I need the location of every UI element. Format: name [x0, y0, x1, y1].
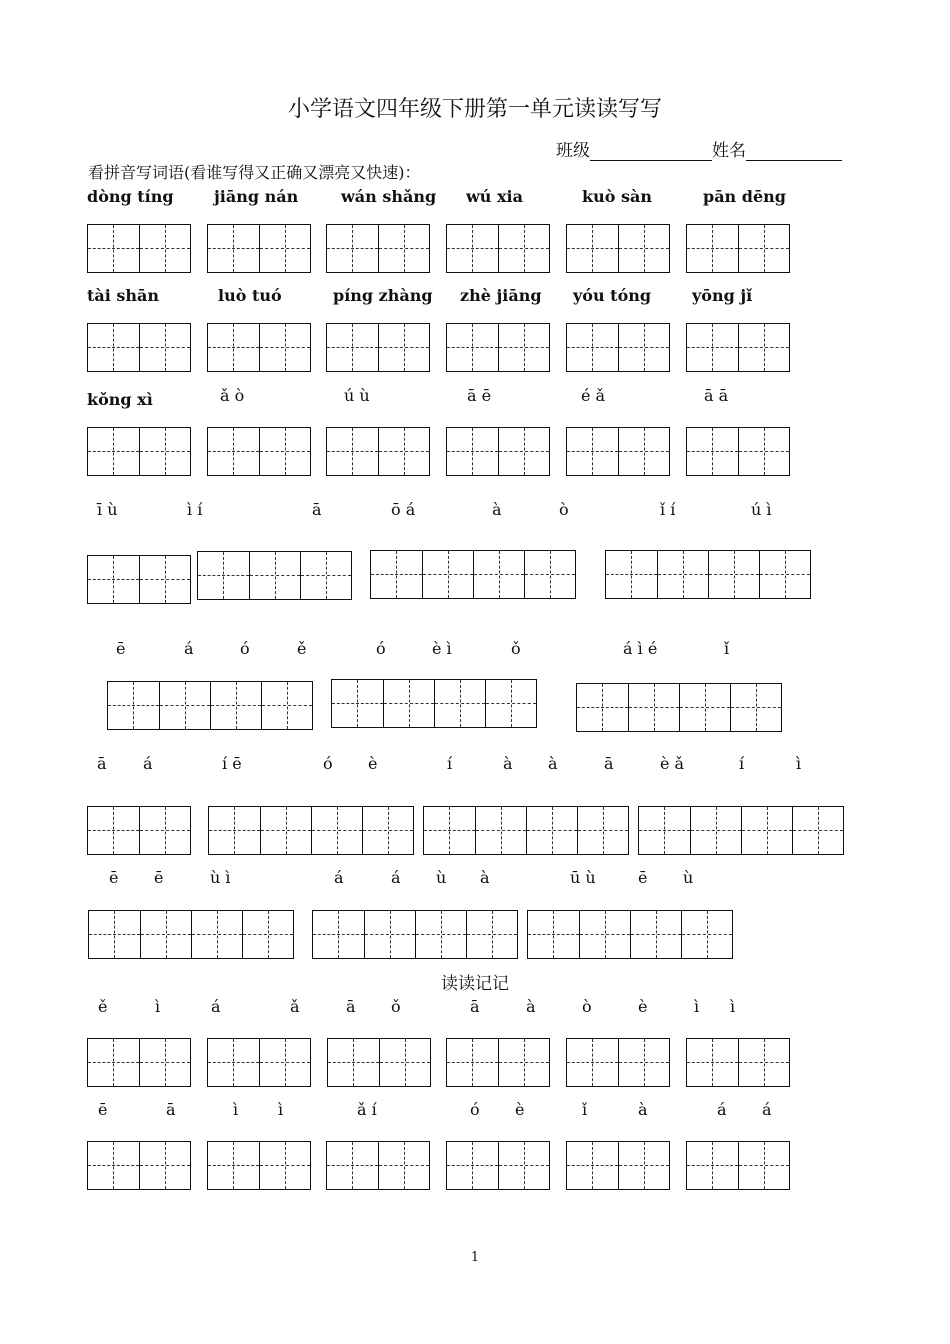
writing-cell[interactable] — [139, 324, 190, 371]
writing-cell[interactable] — [466, 911, 517, 958]
writing-cell[interactable] — [208, 1142, 259, 1189]
pinyin-label: ì — [233, 1100, 239, 1119]
writing-box[interactable] — [686, 1038, 790, 1087]
writing-cell[interactable] — [447, 1142, 498, 1189]
writing-box[interactable] — [87, 427, 191, 476]
writing-box[interactable] — [446, 1038, 550, 1087]
pinyin-label: ē — [98, 1100, 108, 1119]
pinyin-label: zhè jiāng — [460, 286, 542, 305]
writing-cell[interactable] — [139, 428, 190, 475]
writing-cell[interactable] — [498, 428, 549, 475]
writing-cell[interactable] — [311, 807, 362, 854]
writing-cell[interactable] — [738, 428, 789, 475]
writing-box[interactable] — [312, 910, 518, 959]
pinyin-label: í — [447, 754, 453, 773]
writing-cell[interactable] — [526, 807, 577, 854]
pinyin-label: ó — [240, 639, 250, 658]
writing-box[interactable] — [566, 323, 670, 372]
writing-cell[interactable] — [139, 556, 190, 603]
writing-cell[interactable] — [259, 225, 310, 272]
writing-cell[interactable] — [628, 684, 679, 731]
writing-box[interactable] — [370, 550, 576, 599]
pinyin-label: ā — [312, 500, 322, 519]
writing-box[interactable] — [326, 427, 430, 476]
writing-cell[interactable] — [159, 682, 210, 729]
pinyin-label: è ǎ — [660, 754, 685, 773]
writing-cell[interactable] — [679, 684, 730, 731]
writing-cell[interactable] — [687, 324, 738, 371]
writing-cell[interactable] — [424, 807, 475, 854]
pinyin-label: è — [515, 1100, 525, 1119]
writing-box[interactable] — [446, 224, 550, 273]
writing-box[interactable] — [686, 323, 790, 372]
writing-cell[interactable] — [759, 551, 810, 598]
writing-box[interactable] — [207, 427, 311, 476]
pinyin-label: è — [638, 997, 648, 1016]
writing-box[interactable] — [87, 555, 191, 604]
writing-cell[interactable] — [261, 682, 312, 729]
writing-cell[interactable] — [300, 552, 351, 599]
writing-cell[interactable] — [630, 911, 681, 958]
writing-cell[interactable] — [191, 911, 242, 958]
writing-cell[interactable] — [730, 684, 781, 731]
writing-cell[interactable] — [618, 1039, 669, 1086]
writing-cell[interactable] — [259, 1039, 310, 1086]
pinyin-label: à — [492, 500, 502, 519]
writing-cell[interactable] — [434, 680, 485, 727]
writing-cell[interactable] — [378, 324, 429, 371]
writing-cell[interactable] — [738, 1039, 789, 1086]
pinyin-label: yōng jǐ — [692, 286, 753, 305]
writing-cell[interactable] — [524, 551, 575, 598]
writing-box[interactable] — [88, 910, 294, 959]
writing-box[interactable] — [686, 1141, 790, 1190]
writing-cell[interactable] — [242, 911, 293, 958]
pinyin-label: ā — [470, 997, 480, 1016]
writing-box[interactable] — [566, 1038, 670, 1087]
pinyin-label: ì — [796, 754, 802, 773]
writing-cell[interactable] — [498, 1142, 549, 1189]
pinyin-label: ǐ — [582, 1100, 588, 1119]
name-blank — [746, 140, 842, 161]
pinyin-label: pān dēng — [703, 187, 786, 206]
pinyin-label: kuò sàn — [582, 187, 652, 206]
pinyin-label: ǐ í — [660, 500, 676, 519]
writing-box[interactable] — [576, 683, 782, 732]
writing-cell[interactable] — [328, 1039, 379, 1086]
pinyin-label: ā — [97, 754, 107, 773]
pinyin-label: ǐ — [724, 639, 730, 658]
writing-cell[interactable] — [681, 911, 732, 958]
pinyin-label: ì — [278, 1100, 284, 1119]
writing-box[interactable] — [326, 1141, 430, 1190]
writing-cell[interactable] — [738, 324, 789, 371]
writing-cell[interactable] — [379, 1039, 430, 1086]
pinyin-label: à — [480, 868, 490, 887]
writing-cell[interactable] — [498, 324, 549, 371]
writing-cell[interactable] — [327, 324, 378, 371]
pinyin-label: ú ù — [344, 386, 370, 405]
pinyin-label: wú xia — [466, 187, 523, 206]
pinyin-label: á — [762, 1100, 772, 1119]
writing-cell[interactable] — [741, 807, 792, 854]
writing-cell[interactable] — [498, 1039, 549, 1086]
pinyin-label: ū ù — [570, 868, 596, 887]
pinyin-label: í ē — [222, 754, 242, 773]
pinyin-label: ù ì — [210, 868, 231, 887]
writing-box[interactable] — [207, 224, 311, 273]
writing-cell[interactable] — [88, 428, 139, 475]
pinyin-label: ā ē — [467, 386, 492, 405]
writing-box[interactable] — [87, 224, 191, 273]
pinyin-label: ò — [582, 997, 592, 1016]
pinyin-label: ě — [297, 639, 307, 658]
writing-cell[interactable] — [447, 225, 498, 272]
writing-cell[interactable] — [708, 551, 759, 598]
pinyin-label: á — [334, 868, 344, 887]
writing-cell[interactable] — [579, 911, 630, 958]
writing-cell[interactable] — [567, 225, 618, 272]
pinyin-label: yóu tóng — [573, 286, 652, 305]
pinyin-label: á ì é — [623, 639, 658, 658]
pinyin-label: ā ā — [704, 386, 729, 405]
section-title: 读读记记 — [441, 974, 509, 994]
writing-box[interactable] — [207, 1038, 311, 1087]
page-number: 1 — [470, 1250, 480, 1265]
writing-cell[interactable] — [378, 1142, 429, 1189]
class-name-line — [556, 136, 842, 161]
writing-cell[interactable] — [139, 225, 190, 272]
pinyin-label: à — [548, 754, 558, 773]
writing-cell[interactable] — [208, 225, 259, 272]
pinyin-label: í — [739, 754, 745, 773]
writing-cell[interactable] — [498, 225, 549, 272]
pinyin-label: ò — [559, 500, 569, 519]
pinyin-label: ù — [436, 868, 447, 887]
writing-cell[interactable] — [690, 807, 741, 854]
writing-cell[interactable] — [378, 225, 429, 272]
pinyin-label: ā — [346, 997, 356, 1016]
writing-cell[interactable] — [362, 807, 413, 854]
writing-cell[interactable] — [208, 428, 259, 475]
pinyin-label: ó — [376, 639, 386, 658]
writing-cell[interactable] — [378, 428, 429, 475]
writing-cell[interactable] — [687, 1039, 738, 1086]
writing-cell[interactable] — [383, 680, 434, 727]
writing-cell[interactable] — [198, 552, 249, 599]
writing-cell[interactable] — [210, 682, 261, 729]
pinyin-label: ó — [470, 1100, 480, 1119]
writing-box[interactable] — [446, 427, 550, 476]
writing-box[interactable] — [566, 224, 670, 273]
writing-cell[interactable] — [657, 551, 708, 598]
writing-cell[interactable] — [567, 1142, 618, 1189]
pinyin-label: á — [391, 868, 401, 887]
page-title: 小学语文四年级下册第一单元读读写写 — [287, 97, 662, 122]
writing-cell[interactable] — [88, 1142, 139, 1189]
writing-cell[interactable] — [447, 324, 498, 371]
pinyin-label: à — [526, 997, 536, 1016]
pinyin-label: ù — [683, 868, 694, 887]
pinyin-label: ě — [98, 997, 108, 1016]
pinyin-label: dòng tíng — [87, 187, 174, 206]
writing-cell[interactable] — [485, 680, 536, 727]
writing-cell[interactable] — [140, 911, 191, 958]
pinyin-label: ó — [323, 754, 333, 773]
writing-cell[interactable] — [88, 807, 139, 854]
writing-box[interactable] — [107, 681, 313, 730]
writing-cell[interactable] — [364, 911, 415, 958]
pinyin-label: ǎ — [290, 997, 300, 1016]
pinyin-label: á — [184, 639, 194, 658]
writing-cell[interactable] — [108, 682, 159, 729]
pinyin-label: ǎ ò — [220, 386, 245, 405]
writing-cell[interactable] — [528, 911, 579, 958]
pinyin-label: ú ì — [751, 500, 772, 519]
pinyin-label: ì — [155, 997, 161, 1016]
pinyin-label: ē — [638, 868, 648, 887]
writing-cell[interactable] — [415, 911, 466, 958]
pinyin-label: ē — [116, 639, 126, 658]
writing-cell[interactable] — [792, 807, 843, 854]
pinyin-label: ǎ í — [357, 1100, 377, 1119]
writing-box[interactable] — [638, 806, 844, 855]
writing-cell[interactable] — [567, 324, 618, 371]
writing-box[interactable] — [686, 427, 790, 476]
pinyin-label: à — [638, 1100, 648, 1119]
writing-cell[interactable] — [88, 556, 139, 603]
pinyin-label: à — [503, 754, 513, 773]
writing-cell[interactable] — [447, 1039, 498, 1086]
pinyin-label: ō á — [391, 500, 416, 519]
writing-box[interactable] — [87, 806, 191, 855]
writing-box[interactable] — [326, 224, 430, 273]
writing-cell[interactable] — [89, 911, 140, 958]
pinyin-label: ā — [166, 1100, 176, 1119]
writing-cell[interactable] — [738, 225, 789, 272]
pinyin-label: luò tuó — [218, 286, 282, 305]
pinyin-label: tài shān — [87, 286, 160, 305]
writing-cell[interactable] — [618, 225, 669, 272]
pinyin-label: píng zhàng — [333, 286, 433, 305]
writing-cell[interactable] — [738, 1142, 789, 1189]
writing-cell[interactable] — [88, 1039, 139, 1086]
pinyin-label: ē — [154, 868, 164, 887]
writing-cell[interactable] — [208, 1039, 259, 1086]
writing-cell[interactable] — [259, 324, 310, 371]
writing-cell[interactable] — [259, 1142, 310, 1189]
writing-box[interactable] — [527, 910, 733, 959]
writing-cell[interactable] — [618, 1142, 669, 1189]
writing-box[interactable] — [208, 806, 414, 855]
writing-cell[interactable] — [475, 807, 526, 854]
writing-cell[interactable] — [327, 428, 378, 475]
writing-box[interactable] — [331, 679, 537, 728]
writing-cell[interactable] — [209, 807, 260, 854]
writing-cell[interactable] — [259, 428, 310, 475]
writing-cell[interactable] — [139, 807, 190, 854]
pinyin-label: ì — [694, 997, 700, 1016]
writing-cell[interactable] — [327, 225, 378, 272]
pinyin-label: ā — [604, 754, 614, 773]
writing-box[interactable] — [566, 1141, 670, 1190]
writing-cell[interactable] — [327, 1142, 378, 1189]
name-label: 姓名 — [712, 141, 746, 161]
pinyin-label: jiāng nán — [214, 187, 299, 206]
writing-box[interactable] — [326, 323, 430, 372]
writing-cell[interactable] — [313, 911, 364, 958]
pinyin-label: ǒ — [511, 639, 521, 658]
pinyin-label: ī ù — [97, 500, 118, 519]
writing-cell[interactable] — [88, 225, 139, 272]
writing-cell[interactable] — [249, 552, 300, 599]
writing-cell[interactable] — [618, 428, 669, 475]
writing-box[interactable] — [327, 1038, 431, 1087]
pinyin-label: ē — [109, 868, 119, 887]
writing-cell[interactable] — [567, 1039, 618, 1086]
instruction-text: 看拼音写词语(看谁写得又正确又漂亮又快速)： — [88, 163, 421, 182]
pinyin-label: ì í — [187, 500, 203, 519]
writing-cell[interactable] — [687, 1142, 738, 1189]
writing-box[interactable] — [207, 1141, 311, 1190]
writing-box[interactable] — [566, 427, 670, 476]
class-blank — [590, 140, 712, 161]
writing-box[interactable] — [87, 1038, 191, 1087]
writing-cell[interactable] — [88, 324, 139, 371]
class-label: 班级 — [556, 141, 590, 161]
writing-box[interactable] — [686, 224, 790, 273]
writing-cell[interactable] — [139, 1142, 190, 1189]
writing-cell[interactable] — [447, 428, 498, 475]
pinyin-label: á — [211, 997, 221, 1016]
pinyin-label: ǒ — [391, 997, 401, 1016]
writing-cell[interactable] — [577, 684, 628, 731]
writing-cell[interactable] — [473, 551, 524, 598]
writing-cell[interactable] — [618, 324, 669, 371]
pinyin-label: á — [143, 754, 153, 773]
writing-cell[interactable] — [687, 428, 738, 475]
writing-box[interactable] — [605, 550, 811, 599]
writing-cell[interactable] — [260, 807, 311, 854]
writing-box[interactable] — [87, 323, 191, 372]
pinyin-label: ì — [730, 997, 736, 1016]
pinyin-label: wán shǎng — [341, 187, 437, 206]
writing-box[interactable] — [446, 323, 550, 372]
writing-cell[interactable] — [567, 428, 618, 475]
writing-box[interactable] — [446, 1141, 550, 1190]
pinyin-label: é ǎ — [581, 386, 606, 405]
writing-cell[interactable] — [139, 1039, 190, 1086]
writing-cell[interactable] — [371, 551, 422, 598]
writing-cell[interactable] — [332, 680, 383, 727]
pinyin-label: è ì — [432, 639, 452, 658]
writing-box[interactable] — [207, 323, 311, 372]
writing-cell[interactable] — [639, 807, 690, 854]
writing-box[interactable] — [197, 551, 352, 600]
writing-box[interactable] — [423, 806, 629, 855]
writing-box[interactable] — [87, 1141, 191, 1190]
writing-cell[interactable] — [422, 551, 473, 598]
pinyin-label: kǒng xì — [87, 390, 153, 409]
writing-cell[interactable] — [577, 807, 628, 854]
writing-cell[interactable] — [606, 551, 657, 598]
writing-cell[interactable] — [208, 324, 259, 371]
writing-cell[interactable] — [687, 225, 738, 272]
pinyin-label: á — [717, 1100, 727, 1119]
pinyin-label: è — [368, 754, 378, 773]
